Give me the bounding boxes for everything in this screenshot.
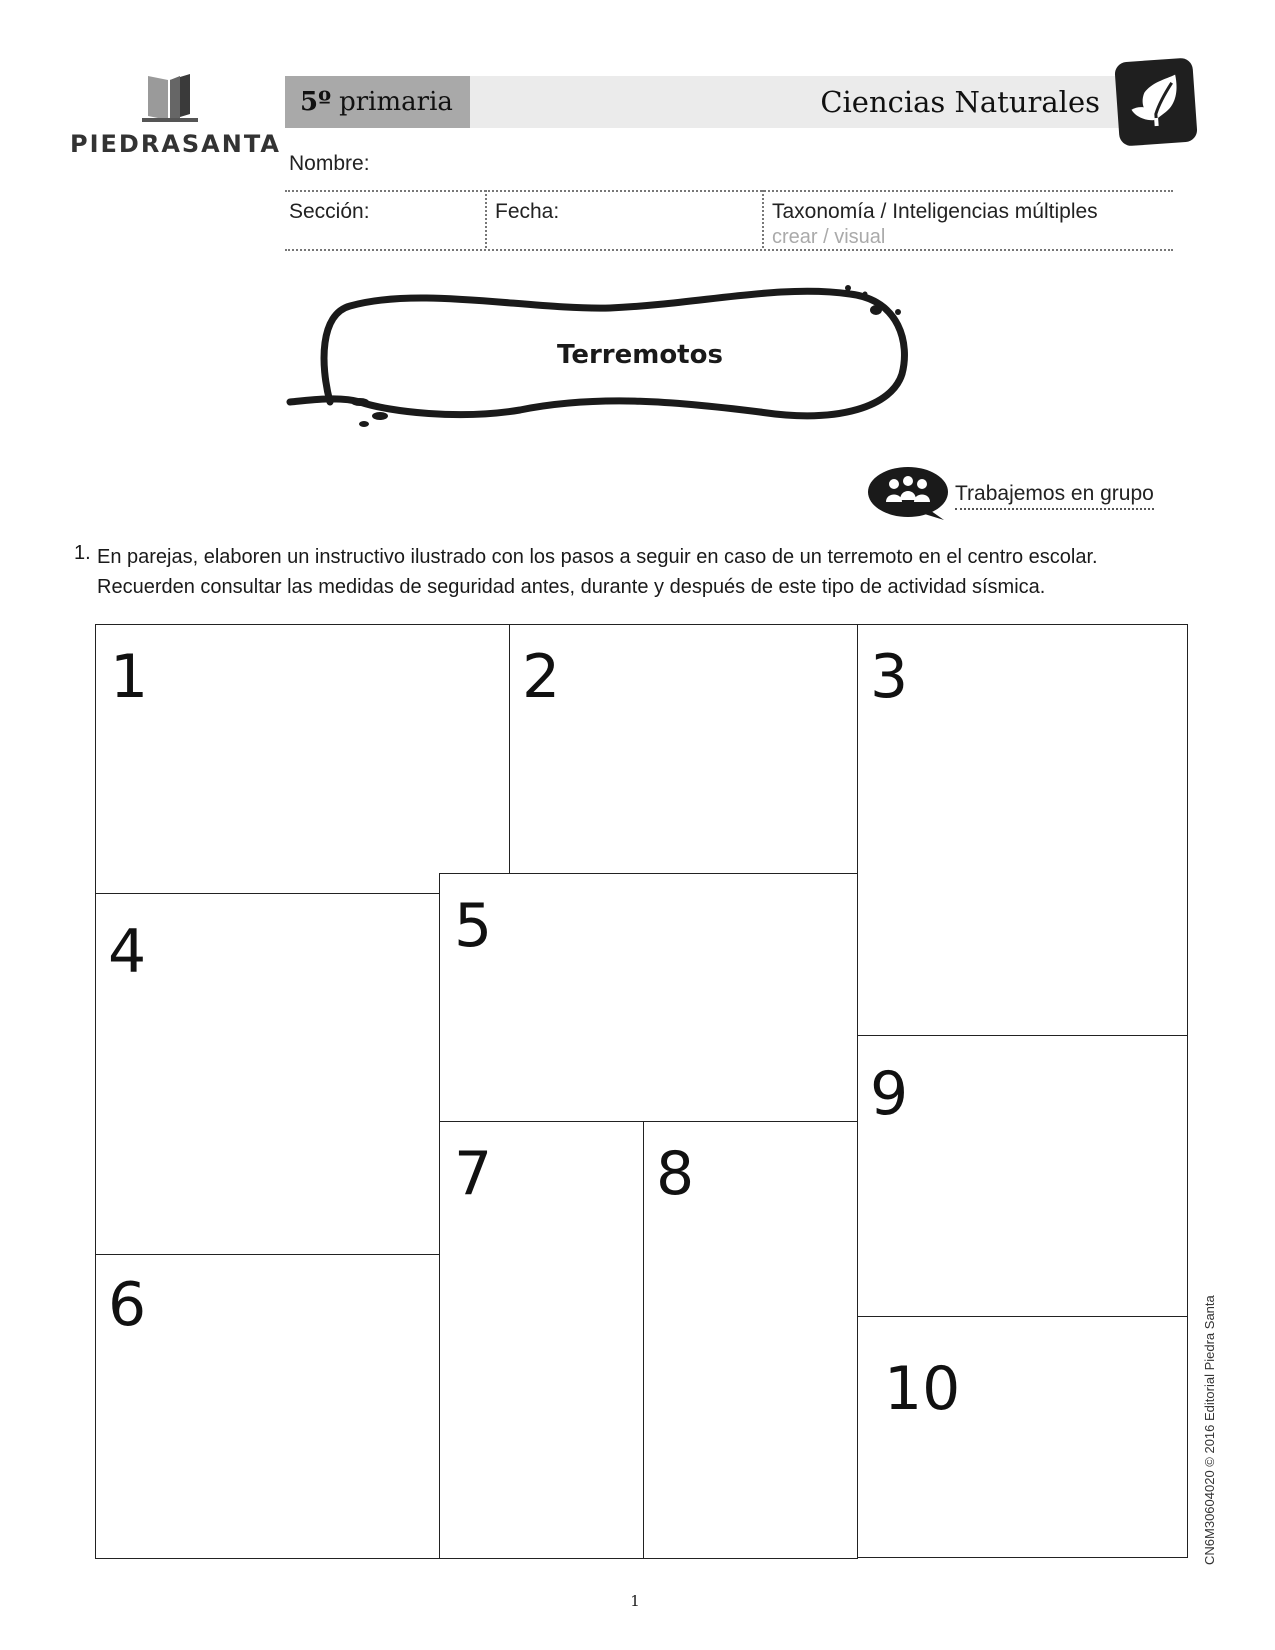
page-number: 1	[630, 1592, 640, 1610]
drawing-panel-4[interactable]	[95, 893, 440, 1255]
taxonomia-label: Taxonomía / Inteligencias múltiples	[772, 200, 1098, 223]
group-people-icon	[868, 466, 952, 522]
leaf-icon	[1114, 57, 1198, 146]
drawing-panel-7[interactable]	[439, 1121, 644, 1559]
drawing-panel-1[interactable]	[95, 624, 510, 894]
drawing-panel-8[interactable]	[643, 1121, 858, 1559]
drawing-panel-6[interactable]	[95, 1254, 440, 1559]
panel-number: 5	[454, 891, 493, 961]
drawing-panel-3[interactable]	[857, 624, 1188, 1036]
drawing-panel-2[interactable]	[509, 624, 858, 874]
grade-label: primaria	[339, 87, 453, 117]
worksheet-title: Terremotos	[557, 340, 723, 370]
subject-title: Ciencias Naturales	[820, 85, 1100, 119]
book-logo-icon	[140, 70, 200, 126]
panel-number: 10	[884, 1354, 961, 1424]
drawing-panel-10[interactable]	[857, 1316, 1188, 1558]
fecha-label: Fecha:	[495, 200, 560, 223]
instruction-text: En parejas, elaboren un instructivo ilustrado con los pasos a seguir en caso de un terremoto en el centro escolar. Recuerden consultar las medidas de seguridad antes, durante y después de este tipo de actividad sísmica.	[97, 546, 1098, 598]
panel-number: 6	[108, 1270, 147, 1340]
drawing-panel-9[interactable]	[857, 1035, 1188, 1317]
taxonomia-value: crear / visual	[772, 226, 886, 248]
drawing-panel-5[interactable]	[439, 873, 858, 1122]
grade-number: 5º	[300, 87, 332, 117]
instruction-number: 1.	[74, 542, 91, 564]
panel-number: 8	[656, 1139, 695, 1209]
panel-number: 9	[870, 1059, 909, 1129]
divider	[285, 249, 1173, 251]
divider	[485, 190, 487, 248]
leaf-icon-badge	[1114, 57, 1198, 146]
panel-number: 1	[110, 642, 149, 712]
panel-number: 7	[454, 1139, 493, 1209]
divider	[285, 190, 1173, 192]
panel-number: 4	[108, 917, 147, 987]
copyright-code: CN6M30604020 © 2016 Editorial Piedra Santa	[1202, 1295, 1217, 1565]
nombre-label: Nombre:	[289, 152, 370, 175]
group-work-label: Trabajemos en grupo	[955, 482, 1154, 510]
seccion-label: Sección:	[289, 200, 370, 223]
panel-number: 3	[870, 642, 909, 712]
panel-number: 2	[522, 642, 561, 712]
grade-badge	[285, 76, 470, 128]
divider	[762, 190, 764, 248]
publisher-logo: PIEDRASANTA	[70, 130, 281, 158]
